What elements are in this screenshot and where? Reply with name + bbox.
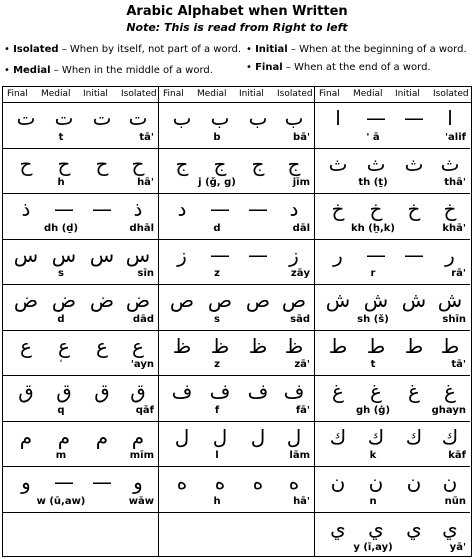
letter-labels (159, 132, 314, 146)
legend-desc: – When by itself, not part of a word. (58, 44, 242, 55)
letter-name: rā' (451, 268, 466, 279)
letter-forms (3, 469, 158, 495)
letter-name: fā' (295, 404, 310, 416)
letter-medial: ج (213, 151, 227, 176)
letter-initial: — (92, 470, 112, 494)
legend-bullet-icon: • (246, 62, 256, 73)
letter-initial: ق (94, 379, 110, 403)
letter-name: qāf (135, 404, 154, 416)
letter-final: ح (19, 151, 33, 176)
letter-medial: ش (363, 288, 389, 312)
letter-medial: ظ (210, 333, 230, 358)
letter-forms (3, 424, 158, 450)
letter-initial: ن (406, 470, 422, 494)
alphabet-table (2, 86, 472, 557)
letter-initial: م (95, 424, 109, 449)
letter-medial: ض (51, 288, 77, 312)
transliteration: f (214, 404, 220, 416)
letter-labels (315, 359, 470, 373)
letter-cell (159, 513, 314, 559)
transliteration: t (370, 359, 376, 370)
letter-name: jīm (292, 177, 310, 188)
letter-labels (315, 405, 470, 419)
column-header-initial: Initial (83, 89, 108, 99)
letter-final: د (177, 197, 187, 221)
letter-isolated: ف (283, 379, 305, 403)
letter-labels (159, 314, 314, 328)
letter-isolated: ت (128, 106, 148, 130)
letter-initial: — (404, 242, 424, 267)
letter-cell (315, 285, 470, 331)
column-header-medial: Medial (41, 89, 71, 99)
legend-initial (246, 44, 467, 55)
letter-labels (3, 314, 158, 328)
letter-final: غ (332, 379, 344, 403)
letter-cell (3, 103, 158, 149)
legend-medial (4, 65, 213, 76)
letter-cell (159, 331, 314, 377)
letter-final: ك (329, 424, 347, 449)
letter-initial: غ (408, 379, 420, 403)
letter-labels (315, 496, 470, 510)
letter-forms (159, 469, 314, 495)
letter-cell (159, 149, 314, 195)
letter-medial: — (54, 470, 74, 494)
letter-final: ف (171, 379, 193, 403)
letter-cell (3, 331, 158, 377)
letter-isolated: ط (440, 333, 460, 358)
column-header-isolated: Isolated (433, 89, 469, 99)
letter-initial: ح (95, 151, 109, 176)
transliteration: gh (ġ) (355, 404, 391, 416)
letter-forms (159, 424, 314, 450)
letter-initial: — (248, 197, 268, 221)
legend-term: Initial (255, 44, 288, 55)
letter-forms (315, 333, 470, 359)
column-header-medial: Medial (197, 89, 227, 99)
letter-labels (3, 405, 158, 419)
letter-medial: غ (370, 379, 382, 403)
legend-isolated (4, 44, 241, 55)
transliteration: y (ī,ay) (353, 542, 393, 553)
letter-final: م (19, 424, 33, 449)
letter-final: ل (174, 424, 190, 449)
letter-name: lām (289, 450, 310, 461)
transliteration: n (369, 495, 377, 507)
transliteration: k (369, 450, 377, 461)
letter-name: 'ayn (130, 359, 154, 370)
letter-labels (315, 542, 470, 556)
letter-isolated: ل (286, 424, 302, 449)
transliteration: h (213, 495, 221, 507)
letter-forms (315, 242, 470, 268)
letter-forms (159, 333, 314, 359)
letter-medial: — (54, 197, 74, 221)
column-header-initial: Initial (395, 89, 420, 99)
letter-forms (315, 105, 470, 131)
letter-labels (315, 268, 470, 282)
column-header-final: Final (7, 89, 28, 99)
letter-medial: ب (210, 106, 230, 130)
letter-isolated: ه (288, 470, 300, 494)
letter-initial: ص (245, 288, 271, 312)
transliteration: r (370, 268, 376, 279)
letter-medial: — (366, 242, 386, 267)
letter-cell (315, 422, 470, 468)
letter-forms (315, 469, 470, 495)
letter-isolated: ن (442, 470, 458, 494)
letter-name: kāf (448, 450, 466, 461)
letter-cell (315, 467, 470, 513)
letter-forms (159, 151, 314, 177)
letter-medial: ط (366, 333, 386, 358)
letter-cell (3, 513, 158, 559)
letter-cell (315, 194, 470, 240)
letter-medial: ق (56, 379, 72, 403)
letter-name: shīn (442, 313, 466, 325)
letter-forms (159, 196, 314, 222)
letter-cell (315, 240, 470, 286)
letter-initial: ب (248, 106, 268, 130)
letter-labels (159, 542, 314, 556)
letter-initial: — (92, 197, 112, 221)
letter-final: س (13, 242, 39, 267)
column-header-row (159, 87, 315, 103)
letter-name: zā' (294, 359, 310, 370)
letter-cell (315, 103, 470, 149)
letter-initial: ع (96, 333, 108, 358)
letter-labels (159, 450, 314, 464)
letter-name: ghayn (431, 404, 466, 416)
letter-medial: ص (207, 288, 233, 312)
letter-forms (3, 378, 158, 404)
letter-labels (315, 132, 470, 146)
letter-cell (3, 422, 158, 468)
letter-final: ز (177, 242, 187, 267)
letter-medial: ه (214, 470, 226, 494)
letter-cell (159, 194, 314, 240)
letter-medial: ي (368, 515, 384, 540)
transliteration: kh (ḫ,k) (351, 222, 395, 234)
letter-name: tā' (451, 359, 466, 370)
letter-cell (3, 467, 158, 513)
letter-forms (159, 515, 314, 541)
letter-final: ن (330, 470, 346, 494)
letter-labels (3, 132, 158, 146)
letter-medial: ت (54, 106, 74, 130)
transliteration: j (ǧ, g) (198, 177, 236, 188)
transliteration: d (213, 222, 221, 234)
letter-isolated: ر (445, 242, 455, 267)
letter-initial: س (89, 242, 115, 267)
letter-cell (159, 240, 314, 286)
letter-cell (315, 376, 470, 422)
transliteration: ' ā (366, 131, 380, 143)
letter-cell (315, 331, 470, 377)
letter-final: ش (325, 288, 351, 312)
letter-isolated: ب (284, 106, 304, 130)
letter-isolated: ي (442, 515, 458, 540)
letter-initial: ظ (248, 333, 268, 358)
transliteration: th (ṯ) (358, 177, 388, 188)
letter-initial: — (404, 106, 424, 130)
transliteration: z (214, 268, 220, 279)
letter-forms (3, 196, 158, 222)
letter-isolated: ذ (133, 197, 143, 221)
letter-initial: ك (405, 424, 423, 449)
letter-isolated: ق (130, 379, 146, 403)
letter-labels (3, 450, 158, 464)
letter-labels (3, 268, 158, 282)
transliteration: dh (ḏ) (43, 222, 79, 234)
letter-name: thā' (444, 177, 466, 188)
legend-desc: – When at the end of a word. (282, 62, 431, 73)
letter-name: dād (132, 313, 154, 325)
transliteration: s (58, 268, 64, 279)
letter-labels (315, 314, 470, 328)
letter-labels (3, 542, 158, 556)
letter-final: ي (330, 515, 346, 540)
letter-forms (3, 287, 158, 313)
transliteration: h (57, 177, 65, 188)
letter-final: ث (328, 151, 348, 176)
letter-medial: م (57, 424, 71, 449)
letter-name: hā' (137, 177, 154, 188)
letter-cell (315, 513, 470, 559)
letter-final: ق (18, 379, 34, 403)
letter-forms (159, 105, 314, 131)
letter-forms (3, 515, 158, 541)
page-subtitle: Note: This is read from Right to left (126, 21, 348, 34)
letter-medial: ف (209, 379, 231, 403)
letter-name: hā' (293, 495, 310, 507)
letter-final: خ (331, 197, 345, 221)
letter-initial: — (248, 242, 268, 267)
letter-cell (159, 422, 314, 468)
letter-name: sād (290, 313, 310, 325)
letter-forms (159, 378, 314, 404)
transliteration: b (213, 131, 221, 143)
letter-isolated: ز (289, 242, 299, 267)
letter-labels (3, 359, 158, 373)
letter-medial: ع (58, 333, 70, 358)
letter-final: ر (333, 242, 343, 267)
letter-final: و (21, 470, 31, 494)
letter-isolated: ض (125, 288, 151, 312)
letter-cell (3, 240, 158, 286)
letter-labels (3, 177, 158, 191)
column-header-initial: Initial (239, 89, 264, 99)
letter-medial: ث (366, 151, 386, 176)
letter-medial: ح (57, 151, 71, 176)
transliteration: m (55, 450, 67, 461)
transliteration: l (215, 450, 219, 461)
letter-name: mīm (129, 450, 154, 461)
letter-isolated: ظ (284, 333, 304, 358)
letter-name: nūn (444, 495, 466, 507)
letter-final: ب (172, 106, 192, 130)
letter-isolated: خ (443, 197, 457, 221)
page-title: Arabic Alphabet when Written (126, 4, 348, 19)
letter-medial: س (51, 242, 77, 267)
letter-forms (315, 196, 470, 222)
letter-labels (159, 223, 314, 237)
column-header-isolated: Isolated (121, 89, 157, 99)
letter-medial: ك (367, 424, 385, 449)
letter-labels (3, 496, 158, 510)
letter-medial: — (210, 197, 230, 221)
letter-name: zāy (290, 268, 310, 279)
column-header-row (315, 87, 471, 103)
letter-final: ت (16, 106, 36, 130)
transliteration: q (57, 404, 65, 416)
letter-labels (315, 450, 470, 464)
letter-final: ج (175, 151, 189, 176)
letter-isolated: ك (441, 424, 459, 449)
letter-initial: خ (407, 197, 421, 221)
letter-isolated: و (133, 470, 143, 494)
column-header-medial: Medial (353, 89, 383, 99)
letter-cell (159, 285, 314, 331)
letter-forms (315, 424, 470, 450)
letter-forms (159, 287, 314, 313)
letter-isolated: ص (281, 288, 307, 312)
letter-isolated: ج (287, 151, 301, 176)
letter-name: yā' (449, 542, 466, 553)
letter-final: ط (328, 333, 348, 358)
legend-final (246, 62, 431, 73)
letter-cell (3, 376, 158, 422)
letter-initial: ط (404, 333, 424, 358)
letter-isolated: ش (437, 288, 463, 312)
letter-cell (159, 467, 314, 513)
letter-forms (315, 515, 470, 541)
letter-forms (159, 242, 314, 268)
letter-isolated: غ (444, 379, 456, 403)
legend-desc: – When at the beginning of a word. (287, 44, 467, 55)
letter-name: wāw (128, 495, 154, 507)
letter-initial: ش (401, 288, 427, 312)
letter-labels (315, 223, 470, 237)
legend-term: Final (255, 62, 283, 73)
letter-initial: ث (404, 151, 424, 176)
letter-labels (3, 223, 158, 237)
letter-cell (159, 376, 314, 422)
letter-name: bā' (293, 131, 310, 143)
letter-initial: ف (247, 379, 269, 403)
column-header-final: Final (319, 89, 340, 99)
letter-medial: خ (369, 197, 383, 221)
letter-name: khā' (442, 222, 466, 234)
letter-final: ظ (172, 333, 192, 358)
letter-forms (3, 151, 158, 177)
column-header-isolated: Isolated (277, 89, 313, 99)
letter-cell (315, 149, 470, 195)
letter-labels (159, 496, 314, 510)
letter-isolated: ث (440, 151, 460, 176)
letter-initial: ي (406, 515, 422, 540)
letter-labels (159, 177, 314, 191)
letter-cell (3, 149, 158, 195)
letter-medial: ل (212, 424, 228, 449)
letter-initial: ض (89, 288, 115, 312)
letter-name: dāl (292, 222, 310, 234)
legend-term: Medial (13, 65, 51, 76)
letter-final: ذ (21, 197, 31, 221)
letter-cell (159, 103, 314, 149)
transliteration: z (214, 359, 220, 370)
letter-final: ض (13, 288, 39, 312)
letter-isolated: د (289, 197, 299, 221)
letter-medial: — (210, 242, 230, 267)
letter-forms (3, 105, 158, 131)
letter-labels (159, 359, 314, 373)
transliteration: s (214, 313, 220, 325)
letter-medial: — (366, 106, 386, 130)
letter-forms (3, 333, 158, 359)
letter-initial: ل (250, 424, 266, 449)
letter-initial: ت (92, 106, 112, 130)
letter-isolated: م (131, 424, 145, 449)
transliteration: t (58, 131, 64, 143)
legend-term: Isolated (13, 44, 59, 55)
letter-forms (315, 287, 470, 313)
letter-initial: ه (252, 470, 264, 494)
letter-cell (3, 285, 158, 331)
column-header-final: Final (163, 89, 184, 99)
letter-name: tā' (139, 131, 154, 143)
transliteration: d (57, 313, 65, 325)
letter-forms (315, 151, 470, 177)
letter-final: ع (20, 333, 32, 358)
letter-isolated: ع (132, 333, 144, 358)
letter-final: ا (335, 106, 341, 130)
transliteration: sh (š) (357, 313, 389, 325)
letter-cell (3, 194, 158, 240)
transliteration: ʿ (59, 359, 63, 370)
legend-bullet-icon: • (4, 44, 14, 55)
letter-isolated: ا (447, 106, 453, 130)
letter-isolated: س (125, 242, 151, 267)
letter-name: sīn (137, 268, 154, 279)
letter-isolated: ح (131, 151, 145, 176)
letter-forms (315, 378, 470, 404)
letter-labels (159, 405, 314, 419)
letter-medial: ن (368, 470, 384, 494)
legend-desc: – When in the middle of a word. (50, 65, 213, 76)
letter-labels (159, 268, 314, 282)
legend-bullet-icon: • (4, 65, 14, 76)
legend-bullet-icon: • (246, 44, 256, 55)
letter-labels (315, 177, 470, 191)
letter-initial: ج (251, 151, 265, 176)
letter-name: dhāl (129, 222, 154, 234)
letter-final: ه (176, 470, 188, 494)
letter-final: ص (169, 288, 195, 312)
transliteration: w (ū,aw) (36, 495, 86, 507)
letter-name: 'alif (444, 131, 466, 143)
column-header-row (3, 87, 159, 103)
letter-forms (3, 242, 158, 268)
